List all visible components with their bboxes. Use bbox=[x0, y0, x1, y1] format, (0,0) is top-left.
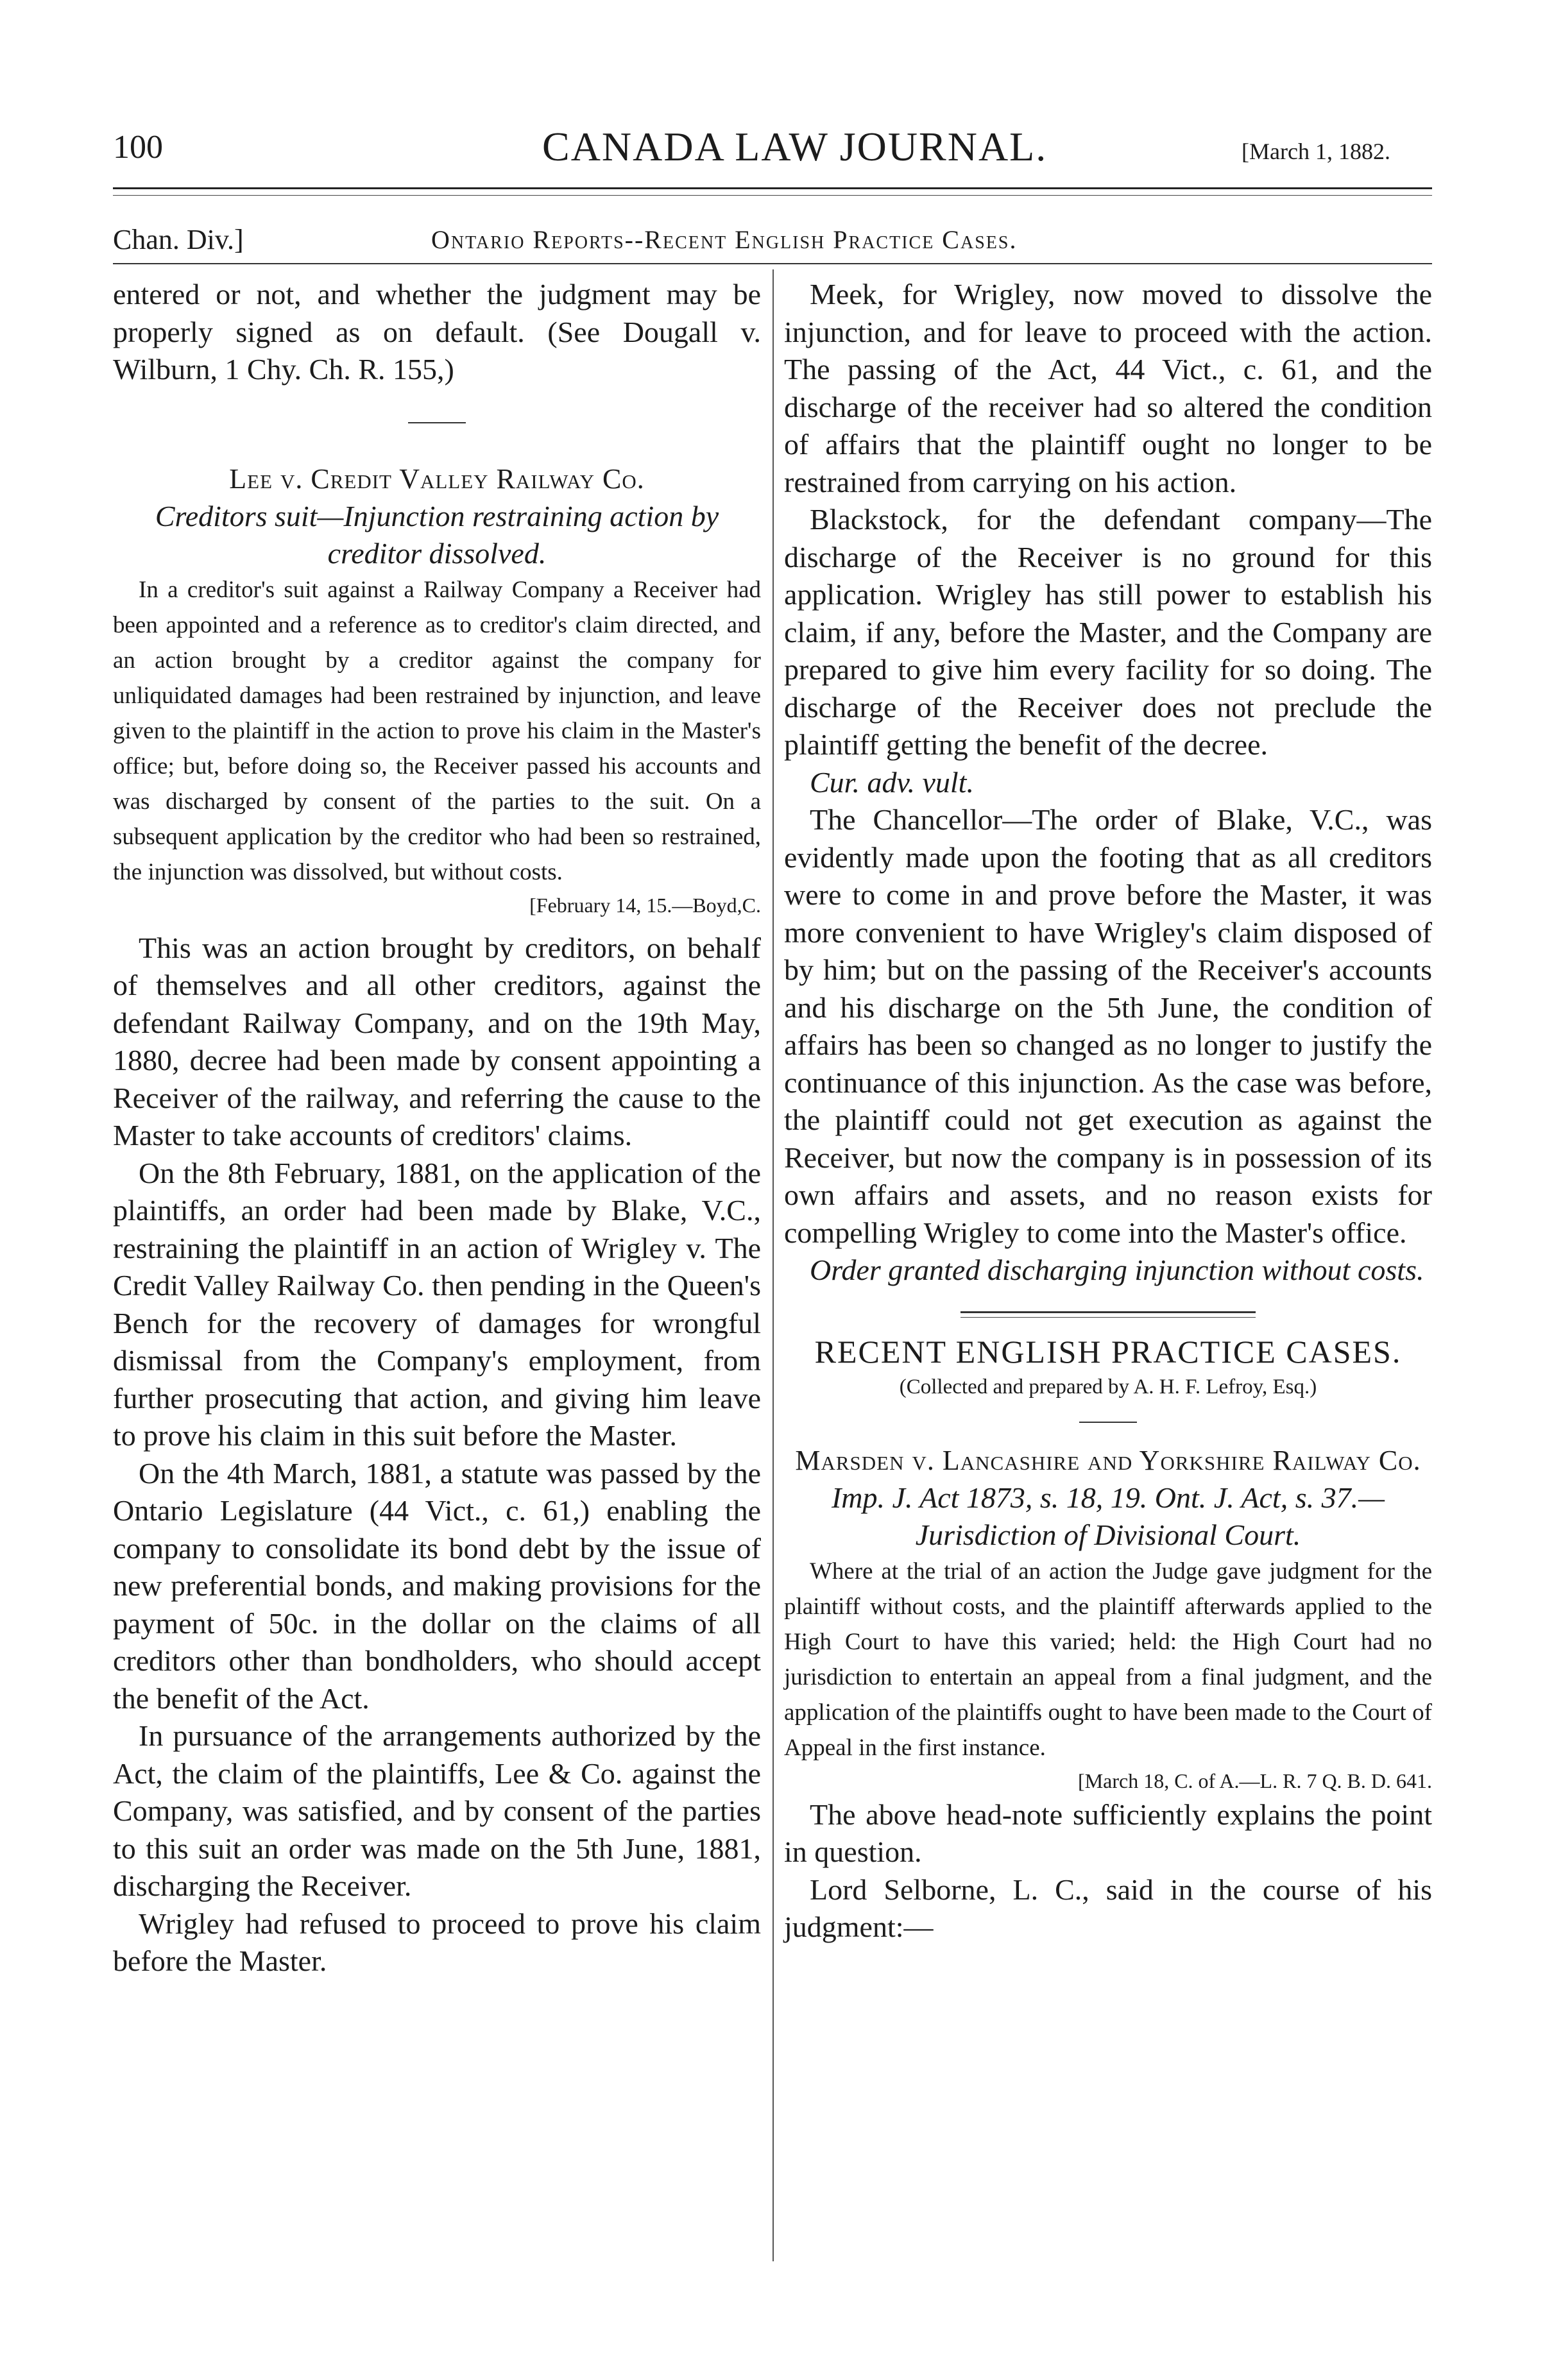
paragraph: Wrigley had refused to proceed to prove his claim before the Master. bbox=[113, 1907, 761, 1977]
issue-date: [March 1, 1882. bbox=[1242, 139, 1390, 164]
collected-by: (Collected and prepared by A. H. F. Lefroy, Esq.) bbox=[899, 1375, 1317, 1398]
order-text: Order granted discharging injunction without costs. bbox=[810, 1254, 1424, 1286]
paragraph: In pursuance of the arrangements authorized by the Act, the claim of the plaintiffs, Lee & Co. against the Company, was satisfied, and by consent of the parties to this suit an order was made on the 5th June, 1881, discharging the Receiver. bbox=[113, 1719, 761, 1902]
recent-cases-title: RECENT ENGLISH PRACTICE CASES. bbox=[814, 1333, 1402, 1370]
page-number: 100 bbox=[113, 129, 163, 166]
paragraph: The above head-note sufficiently explains the point in question. bbox=[784, 1798, 1432, 1868]
chancellor-judgment: The Chancellor—The order of Blake, V.C., was evidently made upon the footing that as all creditors were to come in and prove before the Master, it was more convenient to have Wrigley's claim disposed of by him; but on the passing of the Receiver's accounts and his discharge on the 5th June, the condition of affairs has been so changed as no longer to justify the continuance of this injunction. As the case was before, the plaintiff could not get execution as against the Receiver, but now the company is in possession of its own affairs and assets, and no reason exists for compelling Wrigley to come into the Master's office. bbox=[784, 803, 1432, 1249]
section-rule bbox=[113, 263, 1432, 264]
column-divider bbox=[772, 269, 774, 2261]
paragraph: Blackstock, for the defendant company—The discharge of the Receiver is no ground for this application. Wrigley has still power to establish his claim, if any, before the Master, and the Company are prepared to give him every facility for so doing. The discharge of the Receiver does not preclude the plaintiff getting the benefit of the decree. bbox=[784, 503, 1432, 761]
headnote: In a creditor's suit against a Railway Company a Receiver had been appointed and a reference as to creditor's claim directed, and an action brought by a creditor against the company for unliquidated damages had been restrained by injunction, and leave given to the plaintiff in the action to prove his claim in the Master's office; but, before doing so, the Receiver passed his accounts and was discharged by consent of the parties to the suit. On a subsequent application by the creditor who had been so restrained, the injunction was dissolved, but without costs. bbox=[113, 576, 761, 885]
paragraph: This was an action brought by creditors, on behalf of themselves and all other creditors, against the defendant Railway Company, and on the 19th May, 1880, decree had been made by consent appointing a Receiver of the railway, and referring the cause to the Master to take accounts of creditors' claims. bbox=[113, 931, 761, 1152]
cur-adv-vult: Cur. adv. vult. bbox=[810, 765, 974, 799]
paragraph: On the 4th March, 1881, a statute was passed by the Ontario Legislature (44 Vict., c. 61,) enabling the company to consolidate its bond debt by the issue of new preferential bonds, and making provisions for the payment of 50c. in the dollar on the claims of all creditors other than bondholders, who should accept the benefit of the Act. bbox=[113, 1456, 761, 1715]
section-heading: Ontario Reports--Recent English Practice Cases. bbox=[431, 225, 1018, 254]
paragraph: Lord Selborne, L. C., said in the course of his judgment:— bbox=[784, 1873, 1432, 1943]
journal-title: CANADA LAW JOURNAL. bbox=[542, 124, 1048, 169]
right-column bbox=[784, 276, 1432, 1946]
case-title: Marsden v. Lancashire and Yorkshire Railway Co. bbox=[795, 1444, 1421, 1476]
court-label: Chan. Div.] bbox=[113, 224, 244, 255]
header-rule-thin bbox=[113, 195, 1432, 196]
case-subtitle: Creditors suit—Injunction restraining action by creditor dissolved. bbox=[155, 499, 719, 570]
section-break-rule bbox=[960, 1311, 1256, 1318]
paragraph: On the 8th February, 1881, on the application of the plaintiffs, an order had been made by Blake, V.C., restraining the plaintiff in an action of Wrigley v. The Credit Valley Railway Co. then pending in the Queen's Bench for the recovery of damages for wrongful dismissal from the Company's employment, from further prosecuting that action, and giving him leave to prove his claim in this suit before the Master. bbox=[113, 1156, 761, 1452]
paragraph-continued: entered or not, and whether the judgment may be properly signed as on default. (See Dougall v. Wilburn, 1 Chy. Ch. R. 155,) bbox=[113, 278, 761, 386]
header-rule bbox=[113, 187, 1432, 189]
headnote: Where at the trial of an action the Judge gave judgment for the plaintiff without costs, and the plaintiff afterwards applied to the High Court to have this varied; held: the High Court had no jurisdiction to entertain an appeal from a final judgment, and the application of the plaintiffs ought to have been made to the Court of Appeal in the first instance. bbox=[784, 1558, 1432, 1761]
headnote-citation: [March 18, C. of A.—L. R. 7 Q. B. D. 641. bbox=[1078, 1769, 1432, 1792]
case-subtitle: Imp. J. Act 1873, s. 18, 19. Ont. J. Act, s. 37.—Jurisdiction of Divisional Court. bbox=[831, 1481, 1385, 1551]
case-title: Lee v. Credit Valley Railway Co. bbox=[229, 463, 645, 495]
left-column bbox=[113, 276, 761, 1980]
headnote-citation: [February 14, 15.—Boyd,C. bbox=[529, 893, 761, 917]
paragraph: Meek, for Wrigley, now moved to dissolve the injunction, and for leave to proceed with the action. The passing of the Act, 44 Vict., c. 61, and the discharge of the receiver had so altered the condition of affairs that the plaintiff ought no longer to be restrained from carrying on his action. bbox=[784, 278, 1432, 498]
